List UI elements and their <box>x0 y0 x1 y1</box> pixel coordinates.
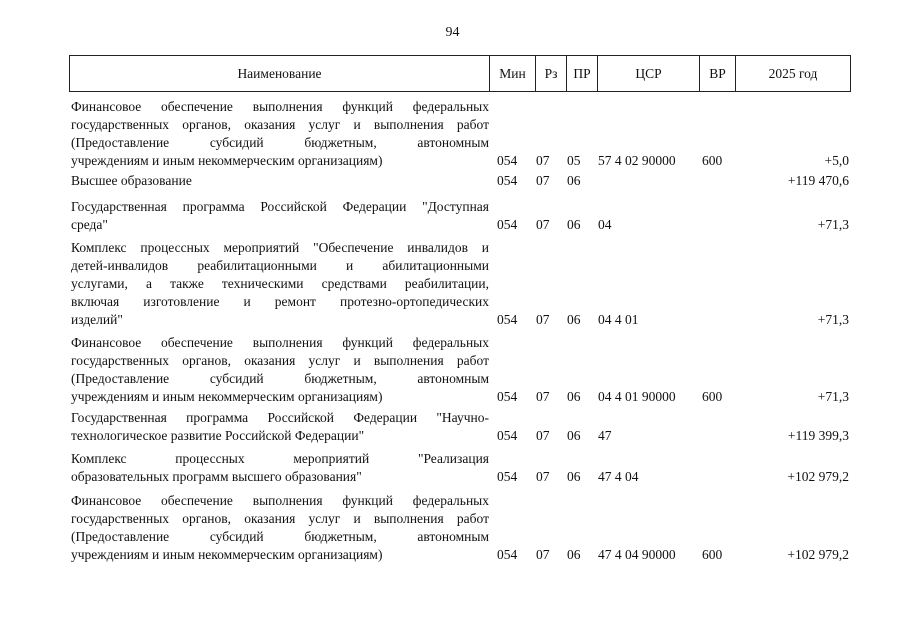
row-vr: 600 <box>702 389 723 404</box>
page-number: 94 <box>445 25 460 40</box>
row-name-line: Комплекс процессных мероприятий "Реализация <box>71 451 489 466</box>
row-name-line: (Предоставление субсидий бюджетным, автономным <box>71 135 489 150</box>
row-min: 054 <box>497 217 518 232</box>
row-csr: 04 4 01 90000 <box>598 389 676 404</box>
table-row <box>69 334 851 406</box>
header-min: Мин <box>489 56 535 91</box>
header-pr: ПР <box>566 56 597 91</box>
row-rz: 07 <box>536 469 550 484</box>
table-row <box>69 239 851 329</box>
row-csr: 47 <box>598 428 612 443</box>
row-name-line: среда" <box>71 217 108 232</box>
row-csr: 04 4 01 <box>598 312 639 327</box>
row-sum: +5,0 <box>824 153 849 168</box>
row-csr: 57 4 02 90000 <box>598 153 676 168</box>
row-rz: 07 <box>536 428 550 443</box>
row-name-line: (Предоставление субсидий бюджетным, автономным <box>71 371 489 386</box>
row-rz: 07 <box>536 153 550 168</box>
table-row <box>69 492 851 564</box>
row-sum: +71,3 <box>817 389 849 404</box>
table-row <box>69 98 851 170</box>
table-row <box>69 172 851 190</box>
row-rz: 07 <box>536 547 550 562</box>
row-min: 054 <box>497 389 518 404</box>
row-name-line: образовательных программ высшего образования" <box>71 469 362 484</box>
row-name <box>71 409 489 445</box>
row-name-line: учреждениям и иным некоммерческим организациям) <box>71 547 383 562</box>
row-pr: 06 <box>567 547 581 562</box>
row-name <box>71 492 489 564</box>
row-rz: 07 <box>536 217 550 232</box>
row-name-line: детей-инвалидов реабилитационными и абилитационными <box>71 258 489 273</box>
header-year: 2025 год <box>735 56 850 91</box>
row-name-line: государственных органов, оказания услуг и выполнения работ <box>71 511 489 526</box>
row-min: 054 <box>497 173 518 188</box>
row-sum: +119 399,3 <box>787 428 849 443</box>
row-name-line: государственных органов, оказания услуг и выполнения работ <box>71 117 489 132</box>
header-name: Наименование <box>237 66 322 81</box>
row-name-line: Комплекс процессных мероприятий "Обеспечение инвалидов и <box>71 240 489 255</box>
row-sum: +119 470,6 <box>787 173 849 188</box>
row-pr: 06 <box>567 389 581 404</box>
row-name <box>71 98 489 170</box>
row-min: 054 <box>497 547 518 562</box>
row-min: 054 <box>497 153 518 168</box>
row-min: 054 <box>497 469 518 484</box>
row-vr: 600 <box>702 153 723 168</box>
row-name-line: изделий" <box>71 312 123 327</box>
row-name-line: технологическое развитие Российской Федерации" <box>71 428 365 443</box>
row-name <box>71 172 489 190</box>
row-min: 054 <box>497 428 518 443</box>
header-csr: ЦСР <box>597 56 699 91</box>
row-pr: 06 <box>567 469 581 484</box>
row-csr: 47 4 04 <box>598 469 639 484</box>
row-name-line: Государственная программа Российской Федерации "Доступная <box>71 199 489 214</box>
header-rz: Рз <box>535 56 566 91</box>
row-rz: 07 <box>536 389 550 404</box>
table-row <box>69 450 851 486</box>
row-name-line: государственных органов, оказания услуг и выполнения работ <box>71 353 489 368</box>
table-row <box>69 198 851 234</box>
row-min: 054 <box>497 312 518 327</box>
row-pr: 06 <box>567 312 581 327</box>
row-name <box>71 198 489 234</box>
row-csr: 04 <box>598 217 612 232</box>
row-pr: 05 <box>567 153 581 168</box>
row-sum: +102 979,2 <box>787 547 849 562</box>
row-sum: +102 979,2 <box>787 469 849 484</box>
row-name <box>71 239 489 329</box>
row-name-line: услугами, а также техническими средствами реабилитации, <box>71 276 489 291</box>
header-vr: ВР <box>699 56 735 91</box>
row-sum: +71,3 <box>817 217 849 232</box>
row-name-line: включая изготовление и ремонт протезно-ортопедических <box>71 294 489 309</box>
budget-table <box>69 55 851 562</box>
row-csr: 47 4 04 90000 <box>598 547 676 562</box>
row-name-line: Государственная программа Российской Федерации "Научно- <box>71 410 489 425</box>
row-rz: 07 <box>536 312 550 327</box>
row-pr: 06 <box>567 173 581 188</box>
row-rz: 07 <box>536 173 550 188</box>
row-vr: 600 <box>702 547 723 562</box>
table-row <box>69 409 851 445</box>
table-header <box>69 55 851 92</box>
row-pr: 06 <box>567 217 581 232</box>
row-name-line: Высшее образование <box>71 173 192 188</box>
row-name <box>71 334 489 406</box>
row-name-line: Финансовое обеспечение выполнения функций федеральных <box>71 493 489 508</box>
row-name-line: Финансовое обеспечение выполнения функций федеральных <box>71 99 489 114</box>
row-name-line: учреждениям и иным некоммерческим организациям) <box>71 389 383 404</box>
row-name <box>71 450 489 486</box>
row-name-line: (Предоставление субсидий бюджетным, автономным <box>71 529 489 544</box>
row-sum: +71,3 <box>817 312 849 327</box>
row-name-line: учреждениям и иным некоммерческим организациям) <box>71 153 383 168</box>
row-name-line: Финансовое обеспечение выполнения функций федеральных <box>71 335 489 350</box>
row-pr: 06 <box>567 428 581 443</box>
